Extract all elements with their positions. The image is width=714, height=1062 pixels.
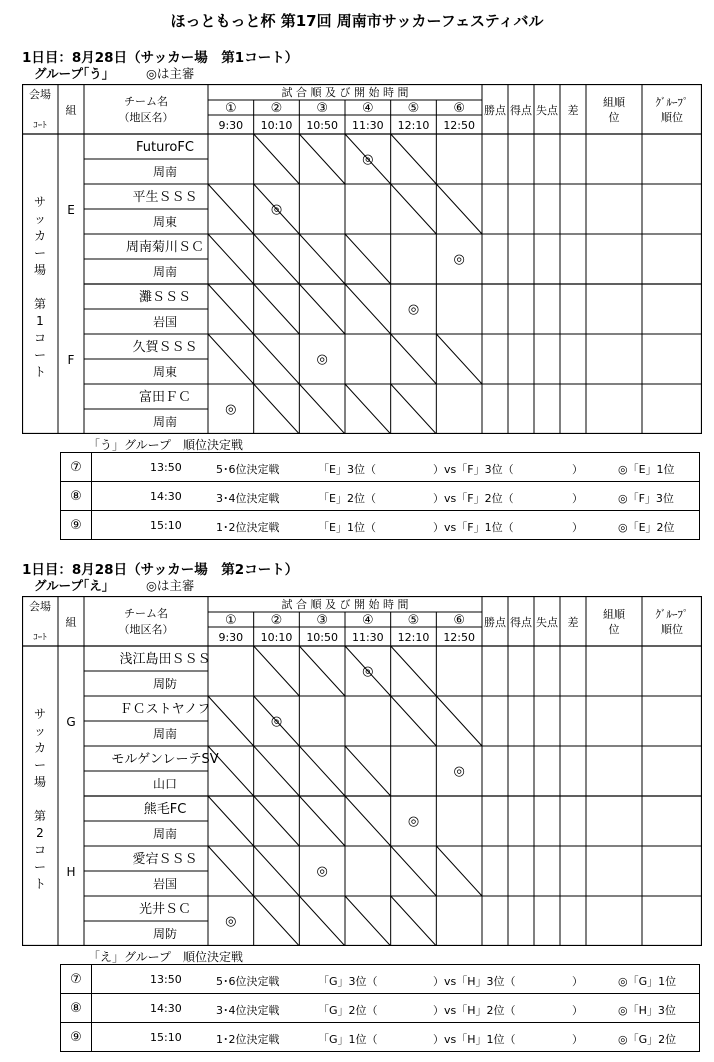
round-time: 11:30 bbox=[351, 631, 384, 644]
team-area: 周南 bbox=[152, 827, 178, 841]
schedule-table bbox=[22, 84, 702, 434]
playoff-left-team: 「E」2位（ bbox=[318, 492, 376, 505]
overall-rank-header: ｸﾞﾙｰﾌﾟ bbox=[655, 608, 689, 621]
playoff-right-team: ）vs「H」1位（ bbox=[433, 1033, 516, 1046]
round-time: 9:30 bbox=[218, 119, 244, 132]
playoff-time: 14:30 bbox=[150, 490, 182, 503]
venue-vertical-char: 第 bbox=[33, 809, 47, 823]
wins-header: 勝点 bbox=[484, 104, 506, 117]
goals-for-header: 得点 bbox=[510, 616, 532, 629]
team-name: ＦＣストヤノフ bbox=[119, 702, 211, 717]
playoff-time: 15:10 bbox=[150, 519, 182, 532]
playoff-time: 13:50 bbox=[150, 973, 182, 986]
referee-mark: ◎ bbox=[316, 864, 328, 879]
round-time: 10:50 bbox=[306, 631, 339, 644]
playoff-right-team: ）vs「F」2位（ bbox=[433, 492, 514, 505]
playoff-number: ⑦ bbox=[61, 965, 92, 994]
court-header: ｺｰﾄ bbox=[33, 121, 47, 131]
hatch-line bbox=[208, 184, 254, 234]
round-time: 9:30 bbox=[218, 631, 244, 644]
round-time: 12:10 bbox=[397, 631, 430, 644]
hatch-line bbox=[391, 334, 437, 384]
schedule-table bbox=[22, 596, 702, 946]
hatch-line bbox=[254, 746, 300, 796]
round-time: 12:10 bbox=[397, 119, 430, 132]
playoff-right-team: ）vs「H」2位（ bbox=[433, 1004, 516, 1017]
playoff-referee: ◎「G」2位 bbox=[618, 1033, 677, 1046]
playoff-right-team: ）vs「H」3位（ bbox=[433, 975, 516, 988]
hatch-line bbox=[254, 384, 300, 434]
playoff-time: 13:50 bbox=[150, 461, 182, 474]
round-time: 12:50 bbox=[443, 631, 476, 644]
referee-mark: ◎ bbox=[407, 302, 420, 317]
playoff-left-team: 「G」1位（ bbox=[318, 1033, 378, 1046]
playoff-number: ⑨ bbox=[61, 511, 92, 540]
team-name: 愛宕ＳＳＳ bbox=[132, 852, 198, 867]
round-number: ⑤ bbox=[407, 613, 420, 628]
hatch-line bbox=[345, 896, 391, 946]
schedule-header: 試 合 順 及 び 開 始 時 間 bbox=[281, 598, 409, 611]
team-name: 久賀ＳＳＳ bbox=[132, 340, 198, 355]
hatch-line bbox=[436, 696, 482, 746]
team-name: 平生ＳＳＳ bbox=[132, 190, 198, 205]
referee-note: ◎は主審 bbox=[146, 66, 195, 81]
team-area: 岩国 bbox=[152, 877, 178, 891]
playoff-label: 3･4位決定戦 bbox=[216, 492, 280, 505]
round-number: ③ bbox=[316, 101, 328, 116]
referee-mark: ◎ bbox=[453, 764, 465, 779]
referee-mark: ◎ bbox=[453, 252, 465, 267]
hatch-line bbox=[208, 796, 254, 846]
page-title: ほっともっと杯 第17回 周南市サッカーフェスティバル bbox=[170, 12, 544, 30]
playoff-referee: ◎「E」1位 bbox=[618, 463, 675, 476]
hatch-line bbox=[436, 846, 482, 896]
group-rank-header: 位 bbox=[608, 111, 620, 124]
playoff-left-team: 「E」3位（ bbox=[318, 463, 376, 476]
round-number: ⑥ bbox=[453, 101, 465, 116]
playoff-referee: ◎「E」2位 bbox=[618, 521, 675, 534]
referee-note: ◎は主審 bbox=[146, 578, 195, 593]
team-area: 岩国 bbox=[152, 315, 178, 329]
venue-vertical-char: カ bbox=[33, 741, 47, 755]
group-label: グループ｢う｣ bbox=[34, 66, 109, 81]
group-rank-header: 組順 bbox=[603, 608, 625, 621]
playoff-label: 1･2位決定戦 bbox=[216, 1033, 280, 1046]
hatch-line bbox=[299, 796, 345, 846]
playoff-label: 5･6位決定戦 bbox=[216, 975, 280, 988]
round-number: ② bbox=[270, 101, 283, 116]
team-name: 周南菊川ＳＣ bbox=[125, 240, 205, 255]
team-area: 周南 bbox=[152, 727, 178, 741]
hatch-line bbox=[436, 184, 482, 234]
hatch-line bbox=[299, 234, 345, 284]
venue-vertical-char: 第 bbox=[33, 297, 47, 311]
team-area: 周南 bbox=[152, 265, 178, 279]
hatch-line bbox=[254, 284, 300, 334]
playoff-close: ） bbox=[572, 1004, 583, 1017]
hatch-line bbox=[391, 696, 437, 746]
venue-vertical-char: 場 bbox=[33, 775, 47, 789]
hatch-line bbox=[299, 896, 345, 946]
hatch-line bbox=[208, 696, 254, 746]
hatch-line bbox=[254, 234, 300, 284]
hatch-line bbox=[391, 846, 437, 896]
schedule-header: 試 合 順 及 び 開 始 時 間 bbox=[281, 86, 409, 99]
venue-vertical-char: ト bbox=[33, 365, 47, 379]
playoff-close: ） bbox=[572, 492, 583, 505]
group-name: F bbox=[67, 353, 75, 367]
round-number: ⑥ bbox=[453, 613, 465, 628]
hatch-line bbox=[436, 334, 482, 384]
venue-vertical-char: コ bbox=[33, 331, 47, 345]
team-area: 周東 bbox=[152, 365, 178, 379]
team-area: 周東 bbox=[152, 215, 178, 229]
referee-mark: ◎ bbox=[362, 664, 374, 679]
playoff-number: ⑧ bbox=[61, 482, 92, 511]
playoff-table bbox=[60, 964, 700, 1052]
referee-mark: ◎ bbox=[270, 714, 283, 729]
hatch-line bbox=[345, 234, 391, 284]
team-name: 浅江島田ＳＳＳ bbox=[119, 652, 211, 667]
group-label: グループ｢え｣ bbox=[34, 578, 109, 593]
team-name-header: チーム名 bbox=[124, 607, 168, 620]
round-time: 10:10 bbox=[260, 631, 293, 644]
team-area: 周南 bbox=[152, 415, 178, 429]
playoff-right-team: ）vs「F」3位（ bbox=[433, 463, 514, 476]
hatch-line bbox=[254, 334, 300, 384]
playoff-label: 3･4位決定戦 bbox=[216, 1004, 280, 1017]
round-number: ④ bbox=[362, 101, 374, 116]
round-number: ④ bbox=[362, 613, 374, 628]
group-rank-header: 位 bbox=[608, 623, 620, 636]
section-heading: 1日目：8月28日（サッカー場 第2コート） bbox=[22, 562, 299, 578]
venue-vertical-char: 1 bbox=[36, 314, 44, 328]
venue-vertical-char: ー bbox=[33, 246, 47, 260]
playoff-time: 14:30 bbox=[150, 1002, 182, 1015]
hatch-line bbox=[299, 134, 345, 184]
playoff-time: 15:10 bbox=[150, 1031, 182, 1044]
overall-rank-header: 順位 bbox=[661, 623, 683, 636]
playoff-row bbox=[61, 1023, 700, 1052]
playoff-number: ⑨ bbox=[61, 1023, 92, 1052]
round-number: ① bbox=[225, 613, 237, 628]
group-name: G bbox=[66, 715, 76, 729]
venue-vertical-char: 場 bbox=[33, 263, 47, 277]
referee-mark: ◎ bbox=[225, 914, 237, 929]
hatch-line bbox=[254, 846, 300, 896]
team-name: 灘ＳＳＳ bbox=[138, 290, 192, 305]
hatch-line bbox=[208, 746, 254, 796]
round-time: 12:50 bbox=[443, 119, 476, 132]
goals-against-header: 失点 bbox=[536, 616, 558, 629]
team-area: 周防 bbox=[152, 927, 178, 941]
playoff-table bbox=[60, 452, 700, 540]
team-name: FuturoFC bbox=[136, 140, 194, 155]
referee-mark: ◎ bbox=[407, 814, 420, 829]
group-name: H bbox=[66, 865, 76, 879]
hatch-line bbox=[345, 284, 391, 334]
diff-header: 差 bbox=[567, 616, 579, 629]
hatch-line bbox=[299, 284, 345, 334]
goals-for-header: 得点 bbox=[510, 104, 532, 117]
hatch-line bbox=[254, 646, 300, 696]
round-number: ① bbox=[225, 101, 237, 116]
team-name: 富田ＦＣ bbox=[138, 390, 192, 405]
hatch-line bbox=[299, 384, 345, 434]
hatch-line bbox=[391, 184, 437, 234]
playoff-number: ⑦ bbox=[61, 453, 92, 482]
section-heading: 1日目：8月28日（サッカー場 第1コート） bbox=[22, 50, 299, 66]
playoff-referee: ◎「H」3位 bbox=[618, 1004, 676, 1017]
hatch-line bbox=[391, 134, 437, 184]
venue-vertical-char: ト bbox=[33, 877, 47, 891]
playoff-right-team: ）vs「F」1位（ bbox=[433, 521, 514, 534]
group-header: 組 bbox=[65, 104, 77, 117]
round-time: 11:30 bbox=[351, 119, 384, 132]
team-area: 山口 bbox=[152, 777, 178, 791]
playoff-referee: ◎「F」3位 bbox=[618, 492, 674, 505]
hatch-line bbox=[345, 746, 391, 796]
team-name-header: チーム名 bbox=[124, 95, 168, 108]
hatch-line bbox=[254, 896, 300, 946]
hatch-line bbox=[208, 234, 254, 284]
playoff-row bbox=[61, 511, 700, 540]
hatch-line bbox=[254, 796, 300, 846]
venue-vertical-char: ッ bbox=[33, 724, 47, 738]
playoff-title: 「え」グループ 順位決定戦 bbox=[88, 950, 244, 964]
referee-mark: ◎ bbox=[270, 202, 283, 217]
round-number: ③ bbox=[316, 613, 328, 628]
hatch-line bbox=[345, 796, 391, 846]
playoff-number: ⑧ bbox=[61, 994, 92, 1023]
referee-mark: ◎ bbox=[225, 402, 237, 417]
group-rank-header: 組順 bbox=[603, 96, 625, 109]
playoff-referee: ◎「G」1位 bbox=[618, 975, 677, 988]
group-name: E bbox=[67, 203, 75, 217]
venue-vertical-char: ー bbox=[33, 758, 47, 772]
overall-rank-header: ｸﾞﾙｰﾌﾟ bbox=[655, 96, 689, 109]
playoff-left-team: 「G」2位（ bbox=[318, 1004, 378, 1017]
group-header: 組 bbox=[65, 616, 77, 629]
hatch-line bbox=[208, 334, 254, 384]
hatch-line bbox=[391, 646, 437, 696]
court-header: ｺｰﾄ bbox=[33, 633, 47, 643]
hatch-line bbox=[254, 134, 300, 184]
team-area: 周防 bbox=[152, 677, 178, 691]
team-name: 光井ＳＣ bbox=[138, 902, 192, 917]
playoff-close: ） bbox=[572, 463, 583, 476]
playoff-close: ） bbox=[572, 975, 583, 988]
venue-vertical-char: サ bbox=[33, 195, 47, 209]
round-number: ② bbox=[270, 613, 283, 628]
round-time: 10:10 bbox=[260, 119, 293, 132]
hatch-line bbox=[208, 284, 254, 334]
venue-header: 会場 bbox=[29, 600, 51, 613]
playoff-title: 「う」グループ 順位決定戦 bbox=[88, 438, 244, 452]
playoff-left-team: 「E」1位（ bbox=[318, 521, 376, 534]
referee-mark: ◎ bbox=[316, 352, 328, 367]
playoff-left-team: 「G」3位（ bbox=[318, 975, 378, 988]
playoff-row bbox=[61, 482, 700, 511]
diff-header: 差 bbox=[567, 104, 579, 117]
playoff-close: ） bbox=[572, 521, 583, 534]
referee-mark: ◎ bbox=[362, 152, 374, 167]
area-header: （地区名） bbox=[118, 623, 174, 636]
overall-rank-header: 順位 bbox=[661, 111, 683, 124]
venue-vertical-char: サ bbox=[33, 707, 47, 721]
hatch-line bbox=[208, 846, 254, 896]
hatch-line bbox=[299, 646, 345, 696]
venue-header: 会場 bbox=[29, 88, 51, 101]
area-header: （地区名） bbox=[118, 111, 174, 124]
team-name: 熊毛FC bbox=[143, 802, 187, 817]
wins-header: 勝点 bbox=[484, 616, 506, 629]
team-name: モルゲンレーテSV bbox=[111, 752, 219, 767]
venue-vertical-char: ー bbox=[33, 348, 47, 362]
playoff-row bbox=[61, 453, 700, 482]
playoff-label: 1･2位決定戦 bbox=[216, 521, 280, 534]
round-number: ⑤ bbox=[407, 101, 420, 116]
hatch-line bbox=[391, 384, 437, 434]
goals-against-header: 失点 bbox=[536, 104, 558, 117]
playoff-row bbox=[61, 994, 700, 1023]
venue-vertical-char: ー bbox=[33, 860, 47, 874]
hatch-line bbox=[345, 384, 391, 434]
venue-vertical-char: ッ bbox=[33, 212, 47, 226]
playoff-row bbox=[61, 965, 700, 994]
round-time: 10:50 bbox=[306, 119, 339, 132]
venue-vertical-char: カ bbox=[33, 229, 47, 243]
playoff-close: ） bbox=[572, 1033, 583, 1046]
hatch-line bbox=[391, 896, 437, 946]
team-area: 周南 bbox=[152, 165, 178, 179]
hatch-line bbox=[299, 746, 345, 796]
venue-vertical-char: 2 bbox=[36, 826, 44, 840]
venue-vertical-char: コ bbox=[33, 843, 47, 857]
playoff-label: 5･6位決定戦 bbox=[216, 463, 280, 476]
